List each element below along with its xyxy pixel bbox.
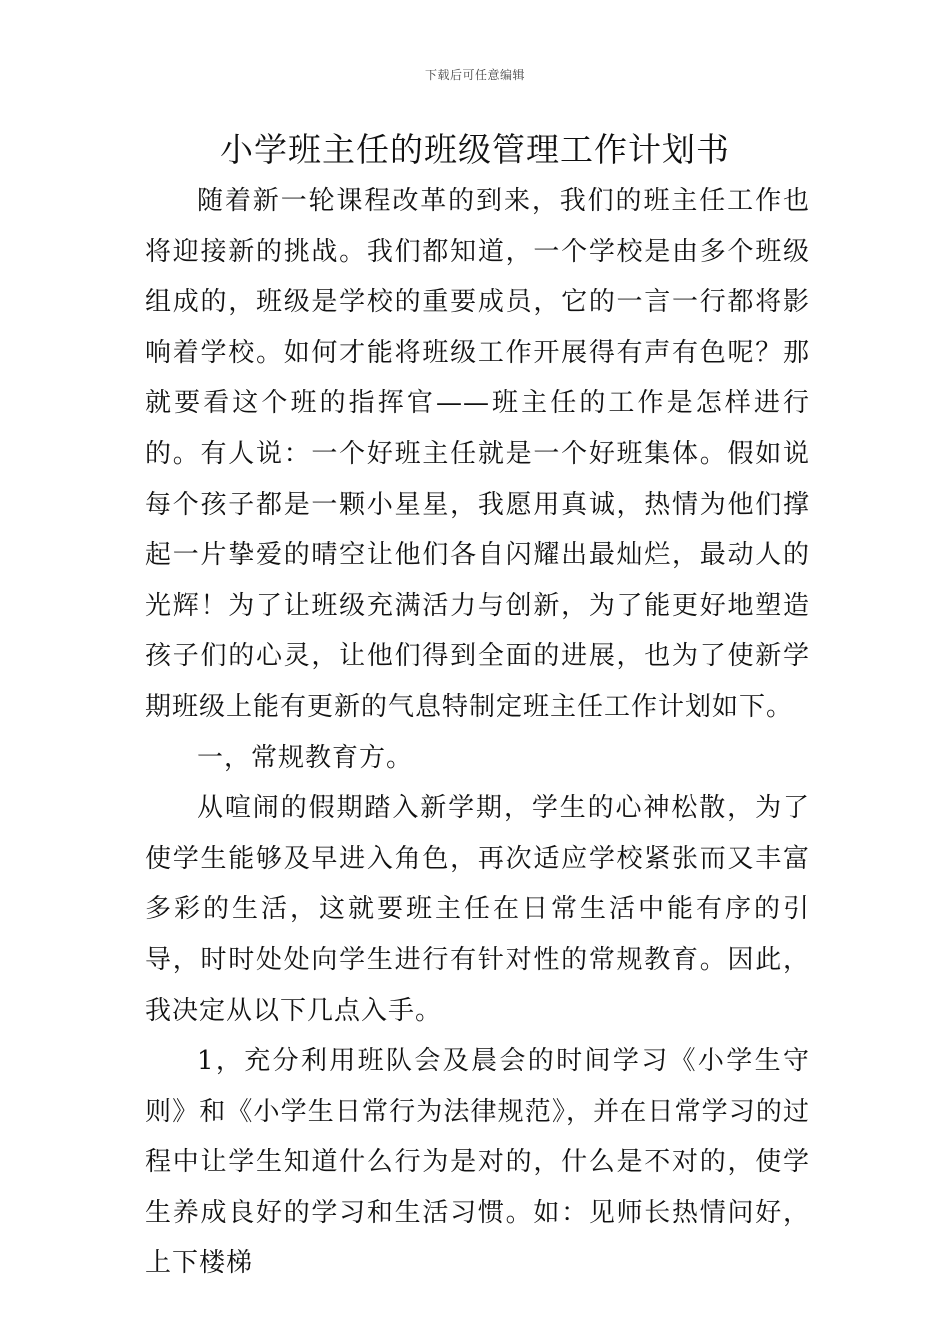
paragraph-intro: 随着新一轮课程改革的到来，我们的班主任工作也将迎接新的挑战。我们都知道，一个学校是由多个班级组成的，班级是学校的重要成员，它的一言一行都将影响着学校。如何才能将班级工作开展得有声有色呢？那就要看这个班的指挥官——班主任的工作是怎样进行的。有人说：一个好班主任就是一个好班集体。假如说每个孩子都是一颗小星星，我愿用真诚，热情为他们撑起一片挚爱的晴空让他们各自闪耀出最灿烂，最动人的光辉！为了让班级充满活力与创新，为了能更好地塑造孩子们的心灵，让他们得到全面的进展，也为了使新学期班级上能有更新的气息特制定班主任工作计划如下。 xyxy=(145,186,810,722)
paragraph-routine-education: 从喧闹的假期踏入新学期，学生的心神松散，为了使学生能够及早进入角色，再次适应学校紧张而又丰富多彩的生活，这就要班主任在日常生活中能有序的引导，时时处处向学生进行有针对性的常规教育。因此，我决定从以下几点入手。 xyxy=(145,793,810,1026)
paragraph-section-heading: 一，常规教育方。 xyxy=(197,742,414,773)
document-title: 小学班主任的班级管理工作计划书 xyxy=(220,130,730,169)
paragraph-point-1: 1，充分利用班队会及晨会的时间学习《小学生守则》和《小学生日常行为法律规范》，并在日常学习的过程中让学生知道什么行为是对的，什么是不对的，使学生养成良好的学习和生活习惯。如：见师长热情问好，上下楼梯 xyxy=(145,1046,810,1279)
document-body xyxy=(145,176,810,1289)
header-note: 下载后可任意编辑 xyxy=(424,68,525,82)
